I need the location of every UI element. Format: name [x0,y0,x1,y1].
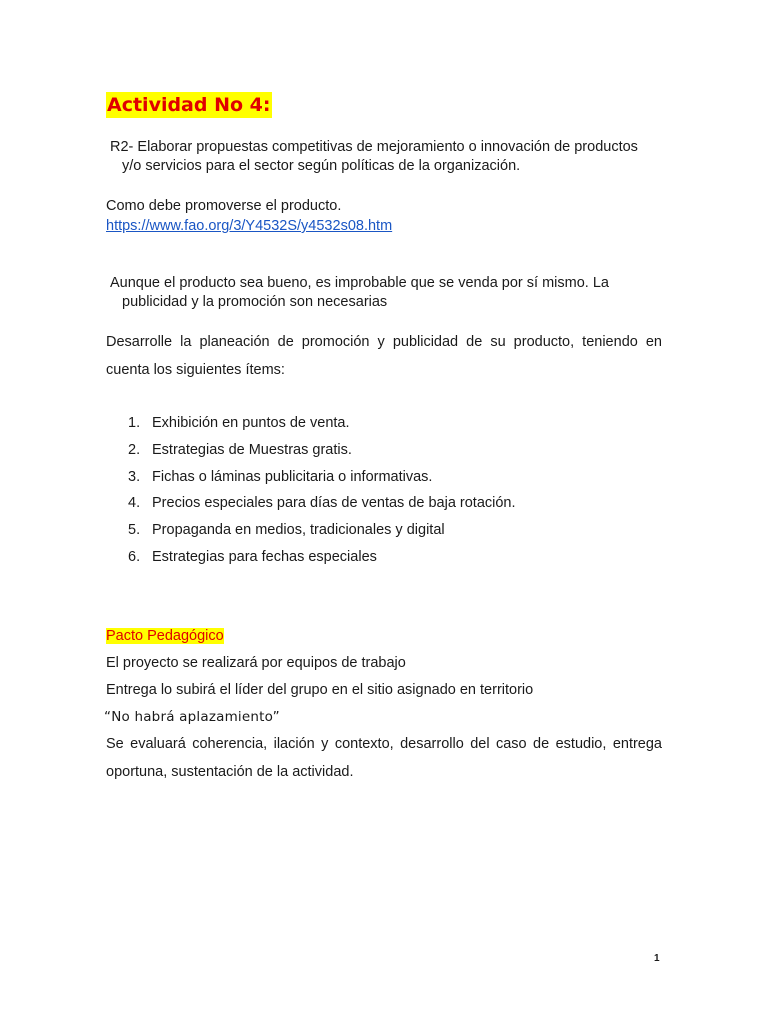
pacto-quote: “No habrá aplazamiento” [104,709,280,725]
pacto-line-2: Entrega lo subirá el líder del grupo en el sitio asignado en territorio [106,682,534,698]
pacto-heading: Pacto Pedagógico [106,628,224,644]
note-line-2: publicidad y la promoción son necesarias [122,294,388,310]
list-item-number: 5. [128,522,141,539]
list-item-text: Estrategias de Muestras gratis. [152,441,352,458]
page-number: 1 [654,953,660,964]
list-item [128,466,516,493]
pacto-heading-wrap [106,626,224,646]
fao-link[interactable]: https://www.fao.org/3/Y4532S/y4532s08.htm [106,218,393,234]
list-item-text: Estrategias para fechas especiales [152,548,377,565]
activity-title: Actividad No 4: [107,94,271,116]
list-item [128,492,516,519]
pacto-line-1: El proyecto se realizará por equipos de trabajo [106,655,406,671]
list-item-text: Exhibición en puntos de venta. [152,415,350,431]
list-item-number: 2. [128,441,141,458]
list-item-number: 4. [128,495,141,512]
list-item-text: Propaganda en medios, tradicionales y digital [152,522,445,539]
list-item-number: 3. [128,468,141,485]
list-item [128,546,516,573]
promote-heading: Como debe promoverse el producto. [106,198,342,214]
list-item-number: 1. [128,415,141,431]
evaluation-paragraph: Se evaluará coherencia, ilación y contexto, desarrollo del caso de estudio, entrega oportuna, sustentación de la actividad. [106,736,662,780]
list-item-text: Fichas o láminas publicitaria o informativas. [152,468,433,485]
items-list [128,412,516,573]
list-item-number: 6. [128,548,141,565]
note-line-1: Aunque el producto sea bueno, es improbable que se venda por sí mismo. La [110,275,609,291]
list-item [128,412,516,439]
r2-line-2: y/o servicios para el sector según políticas de la organización. [122,158,521,174]
r2-line-1: R2- Elaborar propuestas competitivas de mejoramiento o innovación de productos [110,139,638,155]
list-item-text: Precios especiales para días de ventas de baja rotación. [152,495,516,512]
list-item [128,439,516,466]
list-item [128,519,516,546]
instruction-paragraph: Desarrolle la planeación de promoción y publicidad de su producto, teniendo en cuenta los siguientes ítems: [106,334,662,378]
